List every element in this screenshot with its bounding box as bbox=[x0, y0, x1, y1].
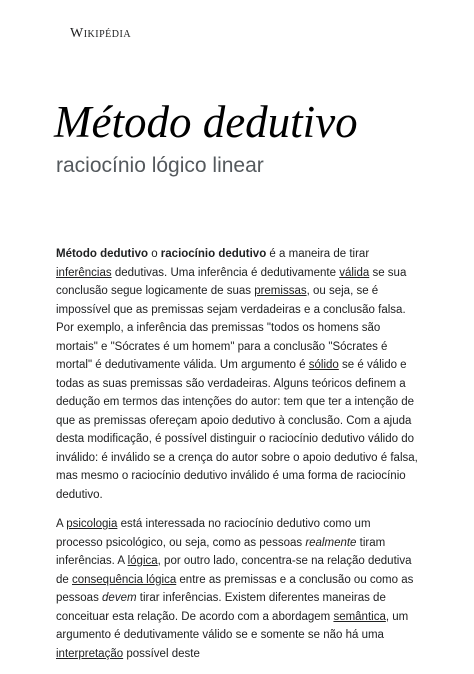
text: , ou seja, se é impossível que as premissas sejam verdadeiras e a conclusão falsa. Por exemplo, a inferência das premissas "todos os homens são mortais" e "Sócrates é um homem" para a conclusão "Sócrates é mortal" é dedutivamente válida. Um argumento é bbox=[56, 285, 406, 371]
italic-realmente: realmente bbox=[305, 536, 357, 549]
text: dedutivas. Uma inferência é dedutivamente bbox=[111, 266, 340, 279]
link-solido[interactable]: sólido bbox=[308, 359, 339, 371]
paragraph-1 bbox=[56, 245, 420, 504]
italic-devem: devem bbox=[102, 592, 137, 604]
link-psicologia[interactable]: psicologia bbox=[66, 518, 118, 530]
link-logica[interactable]: lógica bbox=[127, 555, 158, 567]
link-inferencias[interactable]: inferências bbox=[56, 266, 112, 279]
page-subtitle: raciocínio lógico linear bbox=[56, 154, 264, 177]
link-semantica[interactable]: semântica bbox=[333, 610, 386, 623]
text: se sua conclusão segue logicamente de suas bbox=[56, 266, 407, 297]
text: , um argumento é dedutivamente válido se e somente se não há uma bbox=[56, 610, 409, 641]
text: é a maneira de tirar bbox=[266, 248, 370, 260]
link-valida[interactable]: válida bbox=[339, 266, 370, 279]
article-body bbox=[56, 245, 420, 674]
bold-term-raciocinio-dedutivo: raciocínio dedutivo bbox=[160, 248, 267, 260]
text: entre as premissas e a conclusão ou como as pessoas bbox=[56, 573, 414, 604]
link-consequencia-logica[interactable]: consequência lógica bbox=[72, 573, 177, 586]
text: se é válido e todas as suas premissas são verdadeiras. Alguns teóricos definem a dedução em termos das intenções do autor: tem que ter a intenção de que as premissas ofereçam apoio dedutivo à conclusão. Com a ajuda desta modificação, é possível distinguir o raciocínio dedutivo válido do inválido: é inválido se a crença do autor sobre o apoio dedutivo é falsa, mas mesmo o raciocínio dedutivo inválido é uma forma de raciocínio dedutivo. bbox=[56, 359, 418, 501]
text: A bbox=[56, 518, 67, 530]
wikipedia-logo[interactable]: Wikipédia bbox=[70, 26, 132, 41]
text: possível deste bbox=[123, 647, 200, 660]
text: tiram inferências. A bbox=[56, 536, 386, 567]
text: tirar inferências. Existem diferentes maneiras de conceituar esta relação. De acordo com a abordagem bbox=[56, 592, 386, 623]
bold-term-metodo-dedutivo: Método dedutivo bbox=[56, 248, 148, 260]
link-premissas[interactable]: premissas bbox=[254, 285, 307, 297]
text: , por outro lado, concentra-se na relação dedutiva de bbox=[56, 555, 412, 586]
link-interpretacao[interactable]: interpretação bbox=[56, 647, 124, 660]
page-title: Método dedutivo bbox=[54, 97, 358, 147]
text: o bbox=[148, 248, 161, 260]
paragraph-2 bbox=[56, 515, 420, 663]
text: está interessada no raciocínio dedutivo como um processo psicológico, ou seja, como as pessoas bbox=[56, 518, 371, 549]
